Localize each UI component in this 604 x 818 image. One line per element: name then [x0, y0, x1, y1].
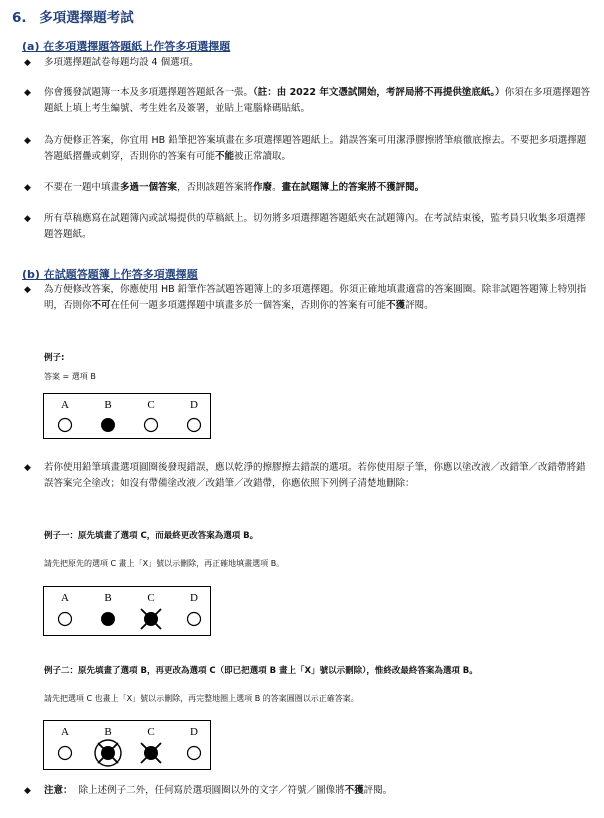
section-b-note: ◆ 注意： 除上述例子二外，任何寫於選項圓圈以外的文字／符號／圖像將不獲評閱。: [24, 783, 594, 799]
section-a-heading: (a) 在多項選擇題答題紙上作答多項選擇題: [22, 40, 231, 53]
section-b-heading: (b) 在試題答題簿上作答多項選擇題: [22, 268, 198, 281]
option-letter-b: B: [104, 399, 112, 411]
option-letter-a: A: [61, 726, 69, 738]
answer-bubbles-example-2: [43, 720, 211, 770]
bullet-diamond-icon: ◆: [24, 183, 31, 193]
example-2-description: 請先把選項 C 也畫上「X」號以示刪除，再完整地圈上選項 B 的答案圓圈以示正確答案。: [44, 694, 359, 703]
example-1-title: 例子一：原先填畫了選項 C，而最終更改答案為選項 B。: [44, 531, 259, 541]
answer-bubbles-example: [43, 393, 211, 439]
section-a-bullet-2: ◆ 你會獲發試題簿一本及多項選擇題答題紙各一張。（註：由 2022 年文憑試開始，考評局將不再提供塗底紙。）你須在多項選擇題答題紙上填上考生編號、考生姓名及簽署，並貼上電腦條碼貼紙。: [24, 87, 591, 114]
filled-circle-icon: [101, 612, 115, 626]
section-a-bullet-1: ◆ 多項選擇題試卷每題均設 4 個選項。: [24, 55, 594, 71]
bullet-diamond-icon: ◆: [24, 58, 31, 68]
crossed-filled-circle-icon: [141, 743, 161, 763]
example-label: 例子:: [44, 353, 65, 363]
bullet-diamond-icon: ◆: [24, 88, 31, 98]
empty-circle-icon: [145, 419, 158, 432]
section-a-bullet-4: ◆ 不要在一題中填畫多過一個答案，否則該題答案將作廢。畫在試題簿上的答案將不獲評閱。: [24, 180, 594, 196]
option-letter-b: B: [104, 726, 112, 738]
bullet-diamond-icon: ◆: [24, 214, 31, 224]
option-letter-b: B: [104, 592, 112, 604]
empty-circle-icon: [59, 419, 72, 432]
option-letter-d: D: [190, 726, 198, 738]
bullet-diamond-icon: ◆: [24, 136, 31, 146]
option-letter-c: C: [147, 592, 155, 604]
example-answer: 答案 = 選項 B: [44, 372, 96, 381]
section-b-bullet-2: ◆ 若你使用鉛筆填畫選項圓圈後發現錯誤，應以乾淨的擦膠擦去錯誤的選項。若你使用原子筆，你應以塗改液／改錯筆／改錯帶將錯誤答案完全塗改；如沒有帶備塗改液／改錯筆／改錯帶，你應依照下列例子清楚地刪除：: [24, 462, 586, 489]
option-letter-a: A: [61, 399, 69, 411]
bullet-diamond-icon: ◆: [24, 285, 31, 295]
filled-circle-icon: [101, 418, 115, 432]
empty-circle-icon: [188, 613, 201, 626]
crossed-filled-circle-icon: [141, 609, 161, 629]
option-letter-a: A: [61, 592, 69, 604]
empty-circle-icon: [59, 613, 72, 626]
title-text: 多項選擇題考試: [39, 10, 134, 26]
bullet-diamond-icon: ◆: [24, 463, 31, 473]
section-a-bullet-3: ◆ 為方便修正答案，你宜用 HB 鉛筆把答案填畫在多項選擇題答題紙上。錯誤答案可用潔淨膠擦將筆痕徹底擦去。不要把多項選擇題答題紙摺疊或刺穿，否則你的答案有可能不能被正常讀取。: [24, 135, 587, 162]
page-title: [12, 6, 134, 26]
example-1-description: 請先把原先的選項 C 畫上「X」號以示刪除，再正確地填畫選項 B。: [44, 559, 285, 568]
empty-circle-icon: [188, 747, 201, 760]
option-letter-c: C: [147, 399, 155, 411]
section-a-bullet-5: ◆ 所有草稿應寫在試題簿內或試場提供的草稿紙上。切勿將多項選擇題答題紙夾在試題簿內。在考試結束後，監考員只收集多項選擇題答題紙。: [24, 213, 586, 240]
empty-circle-icon: [59, 747, 72, 760]
answer-bubbles-example-1: [43, 586, 211, 636]
option-letter-d: D: [190, 399, 198, 411]
empty-circle-icon: [188, 419, 201, 432]
option-letter-d: D: [190, 592, 198, 604]
title-number: 6.: [12, 10, 27, 26]
section-b-bullet-1: ◆ 為方便修改答案，你應使用 HB 鉛筆作答試題答題簿上的多項選擇題。你須正確地填畫適當的答案圓圈。除非試題答題簿上特別指明，否則你不可在任何一題多項選擇題中填畫多於一個答案，否則你的答案有可能不獲評閱。: [24, 284, 587, 311]
circled-crossed-filled-circle-icon: [95, 740, 121, 766]
example-2-title: 例子二：原先填畫了選項 B，再更改為選項 C（即已把選項 B 畫上「X」號以示刪除），惟終改最終答案為選項 B。: [44, 666, 478, 676]
option-letter-c: C: [147, 726, 155, 738]
bullet-diamond-icon: ◆: [24, 786, 31, 796]
